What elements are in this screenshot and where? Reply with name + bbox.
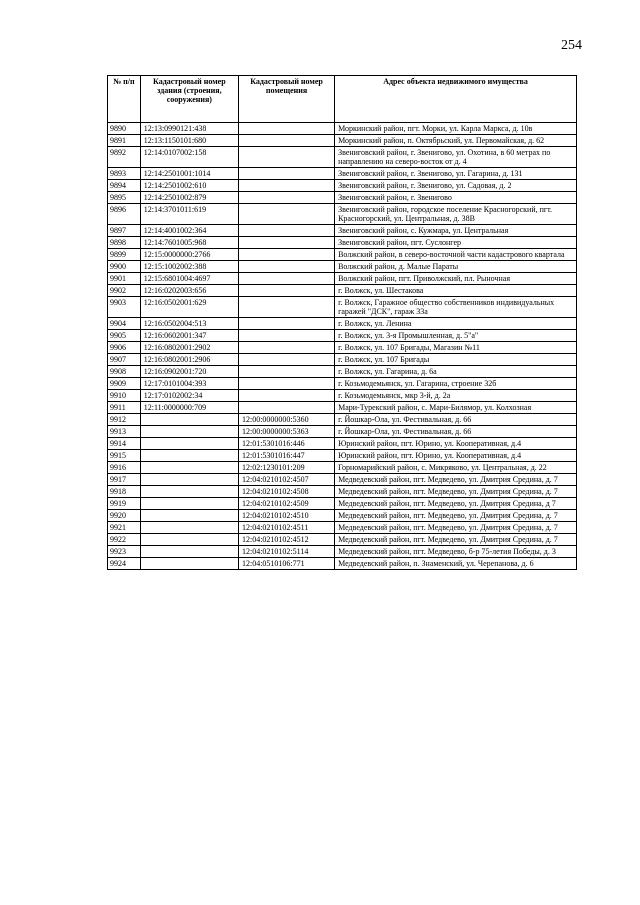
cell-building-cadastral: [140, 438, 238, 450]
cell-address: г. Волжск, ул. 107 Бригады, Магазин №11: [335, 342, 577, 354]
cell-number: 9920: [108, 510, 141, 522]
cell-address: Волжский район, в северо-восточной части кадастрового квартала: [335, 249, 577, 261]
table-header: [108, 76, 577, 123]
cell-address: Медведевский район, пгт. Медведево, ул. Дмитрия Средина, д. 7: [335, 510, 577, 522]
cell-building-cadastral: 12:14:2501002:879: [140, 192, 238, 204]
cell-room-cadastral: [238, 123, 334, 135]
cell-address: Звениговский район, г. Звенигово: [335, 192, 577, 204]
cell-address: г. Козьмодемьянск, мкр 3-й, д. 2а: [335, 390, 577, 402]
cell-address: Юринский район, пгт. Юрино, ул. Кооперативная, д.4: [335, 438, 577, 450]
table-row: [108, 450, 577, 462]
table-row: [108, 414, 577, 426]
table-row: [108, 390, 577, 402]
table-row: [108, 261, 577, 273]
cell-address: г. Волжск, ул. Гагарина, д. 6а: [335, 366, 577, 378]
cell-address: Волжский район, пгт. Приволжский, пл. Рыночная: [335, 273, 577, 285]
cell-address: Медведевский район, пгт. Медведево, ул. Дмитрия Средина, д 7: [335, 498, 577, 510]
table-row: [108, 180, 577, 192]
cell-number: 9904: [108, 318, 141, 330]
cell-address: Медведевский район, пгт. Медведево, ул. Дмитрия Средина, д. 7: [335, 486, 577, 498]
header-row: [108, 76, 577, 123]
table-row: [108, 462, 577, 474]
cell-room-cadastral: 12:04:0210102:4511: [238, 522, 334, 534]
cell-number: 9894: [108, 180, 141, 192]
cell-building-cadastral: 12:16:0502004:513: [140, 318, 238, 330]
cell-address: Юринский район, пгт. Юрино, ул. Кооперативная, д.4: [335, 450, 577, 462]
cell-room-cadastral: [238, 390, 334, 402]
cell-room-cadastral: 12:04:0210102:4508: [238, 486, 334, 498]
cell-room-cadastral: [238, 402, 334, 414]
cell-building-cadastral: [140, 510, 238, 522]
header-room-cadastral: Кадастровый номер помещения: [238, 76, 334, 123]
cell-building-cadastral: [140, 486, 238, 498]
table-row: [108, 438, 577, 450]
header-building-cadastral: Кадастровый номер здания (строения, сооружения): [140, 76, 238, 123]
cell-building-cadastral: 12:16:0602001:347: [140, 330, 238, 342]
cell-number: 9903: [108, 297, 141, 318]
table-row: [108, 534, 577, 546]
cell-room-cadastral: 12:04:0210102:4509: [238, 498, 334, 510]
header-number: № п/п: [108, 76, 141, 123]
cell-address: Звениговский район, городское поселение Красногорский, пгт. Красногорский, ул. Центральная, д. 38В: [335, 204, 577, 225]
cell-address: Звениговский район, г. Звенигово, ул. Садовая, д. 2: [335, 180, 577, 192]
cell-address: Медведевский район, пгт. Медведево, ул. Дмитрия Средина, д. 7: [335, 522, 577, 534]
table-row: [108, 147, 577, 168]
cell-address: Моркинский район, пгт. Морки, ул. Карла Маркса, д. 10в: [335, 123, 577, 135]
cell-number: 9919: [108, 498, 141, 510]
cell-number: 9905: [108, 330, 141, 342]
cell-address: Звениговский район, с. Кужмара, ул. Центральная: [335, 225, 577, 237]
cell-room-cadastral: [238, 168, 334, 180]
cell-address: Звениговский район, г. Звенигово, ул. Охотина, в 60 метрах по направлению на северо-восток от д. 4: [335, 147, 577, 168]
cell-building-cadastral: [140, 534, 238, 546]
cell-building-cadastral: 12:14:2501001:1014: [140, 168, 238, 180]
cell-number: 9916: [108, 462, 141, 474]
cell-address: Звениговский район, г. Звенигово, ул. Гагарина, д. 131: [335, 168, 577, 180]
cell-number: 9911: [108, 402, 141, 414]
cell-room-cadastral: [238, 147, 334, 168]
cell-building-cadastral: 12:16:0502001:629: [140, 297, 238, 318]
cell-room-cadastral: 12:04:0510106:771: [238, 558, 334, 570]
property-table: [107, 75, 577, 570]
table-row: [108, 486, 577, 498]
cell-room-cadastral: [238, 318, 334, 330]
cell-number: 9922: [108, 534, 141, 546]
cell-number: 9914: [108, 438, 141, 450]
cell-number: 9913: [108, 426, 141, 438]
table-row: [108, 498, 577, 510]
cell-building-cadastral: [140, 426, 238, 438]
cell-room-cadastral: 12:01:5301016:447: [238, 450, 334, 462]
cell-room-cadastral: [238, 180, 334, 192]
cell-building-cadastral: [140, 546, 238, 558]
cell-address: г. Волжск, Гаражное общество собственников индивидуальных гаражей "ДСК", гараж 33а: [335, 297, 577, 318]
cell-building-cadastral: [140, 450, 238, 462]
cell-address: Звениговский район, пгт. Суслонгер: [335, 237, 577, 249]
cell-address: г. Волжск, ул. 107 Бригады: [335, 354, 577, 366]
cell-number: 9892: [108, 147, 141, 168]
cell-building-cadastral: 12:14:3701011:619: [140, 204, 238, 225]
cell-number: 9891: [108, 135, 141, 147]
cell-building-cadastral: [140, 558, 238, 570]
table-row: [108, 522, 577, 534]
cell-number: 9910: [108, 390, 141, 402]
cell-room-cadastral: 12:00:0000000:5360: [238, 414, 334, 426]
cell-number: 9907: [108, 354, 141, 366]
table-row: [108, 135, 577, 147]
table-row: [108, 318, 577, 330]
cell-room-cadastral: 12:04:0210102:5114: [238, 546, 334, 558]
cell-room-cadastral: 12:00:0000000:5363: [238, 426, 334, 438]
cell-address: г. Козьмодемьянск, ул. Гагарина, строение 32б: [335, 378, 577, 390]
table-row: [108, 378, 577, 390]
cell-building-cadastral: 12:11:0000000:709: [140, 402, 238, 414]
table-row: [108, 273, 577, 285]
cell-building-cadastral: [140, 462, 238, 474]
table-row: [108, 123, 577, 135]
cell-building-cadastral: 12:13:0990121:438: [140, 123, 238, 135]
cell-address: Моркинский район, п. Октябрьский, ул. Первомайская, д. 62: [335, 135, 577, 147]
table-row: [108, 342, 577, 354]
table-row: [108, 366, 577, 378]
table-row: [108, 474, 577, 486]
cell-building-cadastral: [140, 474, 238, 486]
cell-building-cadastral: 12:13:1150101:680: [140, 135, 238, 147]
cell-room-cadastral: [238, 249, 334, 261]
table-row: [108, 225, 577, 237]
table-row: [108, 237, 577, 249]
cell-number: 9906: [108, 342, 141, 354]
cell-room-cadastral: [238, 297, 334, 318]
header-address: Адрес объекта недвижимого имущества: [335, 76, 577, 123]
table-row: [108, 546, 577, 558]
cell-number: 9896: [108, 204, 141, 225]
cell-address: Мари-Турекский район, с. Мари-Билямор, ул. Колхозная: [335, 402, 577, 414]
cell-address: Медведевский район, п. Знаменский, ул. Черепанова, д. 6: [335, 558, 577, 570]
table-row: [108, 297, 577, 318]
cell-address: Медведевский район, пгт. Медведево, ул. Дмитрия Средина, д. 7: [335, 534, 577, 546]
cell-room-cadastral: [238, 273, 334, 285]
cell-room-cadastral: [238, 192, 334, 204]
cell-room-cadastral: 12:04:0210102:4510: [238, 510, 334, 522]
cell-address: Волжский район, д. Малые Параты: [335, 261, 577, 273]
cell-room-cadastral: [238, 330, 334, 342]
table-row: [108, 249, 577, 261]
cell-number: 9890: [108, 123, 141, 135]
cell-building-cadastral: 12:14:7601005:968: [140, 237, 238, 249]
cell-room-cadastral: [238, 225, 334, 237]
cell-number: 9921: [108, 522, 141, 534]
cell-building-cadastral: 12:14:2501002:610: [140, 180, 238, 192]
table-row: [108, 330, 577, 342]
table-body: [108, 123, 577, 570]
table-row: [108, 510, 577, 522]
cell-room-cadastral: [238, 342, 334, 354]
cell-number: 9900: [108, 261, 141, 273]
cell-building-cadastral: 12:16:0902001:720: [140, 366, 238, 378]
cell-number: 9923: [108, 546, 141, 558]
page-number: 254: [561, 38, 582, 53]
table-row: [108, 192, 577, 204]
cell-room-cadastral: 12:02:1230101:209: [238, 462, 334, 474]
table-row: [108, 168, 577, 180]
table-row: [108, 354, 577, 366]
cell-room-cadastral: 12:01:5301016:446: [238, 438, 334, 450]
cell-room-cadastral: [238, 135, 334, 147]
cell-building-cadastral: 12:15:1002002:388: [140, 261, 238, 273]
cell-number: 9897: [108, 225, 141, 237]
cell-number: 9901: [108, 273, 141, 285]
cell-address: Медведевский район, пгт. Медведево, б-р 75-летия Победы, д. 3: [335, 546, 577, 558]
cell-address: Медведевский район, пгт. Медведево, ул. Дмитрия Средина, д. 7: [335, 474, 577, 486]
table-row: [108, 204, 577, 225]
cell-building-cadastral: 12:17:0101004:393: [140, 378, 238, 390]
cell-building-cadastral: 12:15:6801004:4697: [140, 273, 238, 285]
cell-room-cadastral: [238, 366, 334, 378]
cell-building-cadastral: [140, 414, 238, 426]
cell-address: г. Волжск, ул. Ленина: [335, 318, 577, 330]
cell-number: 9908: [108, 366, 141, 378]
cell-address: г. Йошкар-Ола, ул. Фестивальная, д. 66: [335, 414, 577, 426]
cell-address: г. Йошкар-Ола, ул. Фестивальная, д. 66: [335, 426, 577, 438]
cell-address: г. Волжск, ул. 3-я Промышленная, д. 5"а": [335, 330, 577, 342]
cell-building-cadastral: [140, 522, 238, 534]
cell-number: 9909: [108, 378, 141, 390]
cell-building-cadastral: 12:16:0802001:2906: [140, 354, 238, 366]
cell-number: 9924: [108, 558, 141, 570]
cell-room-cadastral: [238, 204, 334, 225]
table-row: [108, 285, 577, 297]
cell-number: 9893: [108, 168, 141, 180]
cell-address: г. Волжск, ул. Шестакова: [335, 285, 577, 297]
cell-room-cadastral: [238, 354, 334, 366]
table-row: [108, 558, 577, 570]
cell-number: 9902: [108, 285, 141, 297]
cell-room-cadastral: 12:04:0210102:4507: [238, 474, 334, 486]
cell-room-cadastral: [238, 261, 334, 273]
cell-room-cadastral: [238, 237, 334, 249]
cell-number: 9918: [108, 486, 141, 498]
cell-room-cadastral: [238, 285, 334, 297]
cell-building-cadastral: 12:16:0802001:2902: [140, 342, 238, 354]
cell-building-cadastral: 12:15:0000000:2766: [140, 249, 238, 261]
cell-building-cadastral: 12:16:0202003:656: [140, 285, 238, 297]
table-row: [108, 426, 577, 438]
cell-building-cadastral: 12:17:0102002:34: [140, 390, 238, 402]
cell-number: 9898: [108, 237, 141, 249]
cell-address: Горномарийский район, с. Микряково, ул. Центральная, д. 22: [335, 462, 577, 474]
table-row: [108, 402, 577, 414]
cell-number: 9917: [108, 474, 141, 486]
cell-number: 9915: [108, 450, 141, 462]
cell-building-cadastral: [140, 498, 238, 510]
cell-building-cadastral: 12:14:0107002:158: [140, 147, 238, 168]
cell-number: 9912: [108, 414, 141, 426]
cell-number: 9899: [108, 249, 141, 261]
cell-room-cadastral: 12:04:0210102:4512: [238, 534, 334, 546]
cell-number: 9895: [108, 192, 141, 204]
cell-room-cadastral: [238, 378, 334, 390]
cell-building-cadastral: 12:14:4001002:364: [140, 225, 238, 237]
